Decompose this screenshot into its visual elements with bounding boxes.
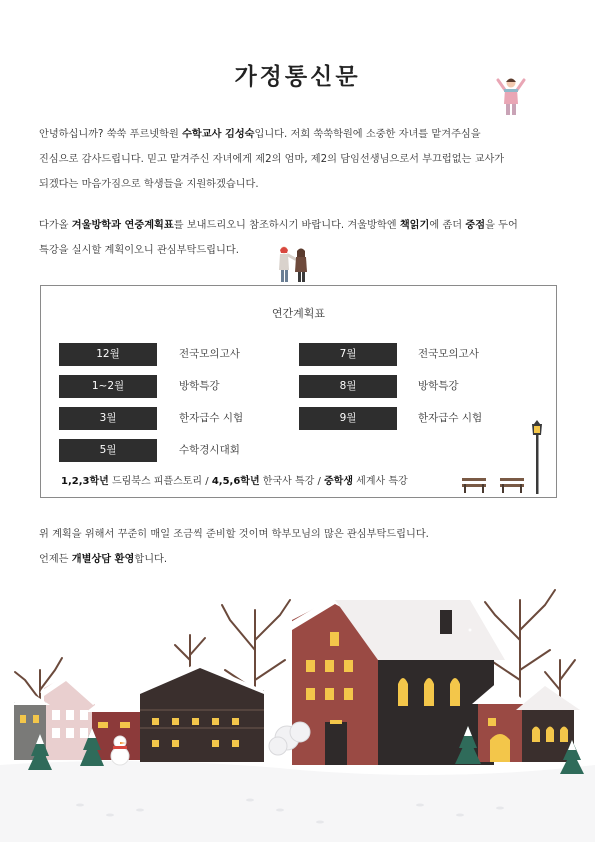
plan-month: 3월 xyxy=(59,407,157,430)
plan-event: 한자급수 시험 xyxy=(418,412,483,424)
intro-text: 안녕하십니까? 쑥쑥 푸르넷학원 xyxy=(39,129,183,140)
plan-note-bold: 4,5,6학년 xyxy=(211,476,260,487)
plan-month: 12월 xyxy=(59,343,157,366)
closing-text: 언제든 xyxy=(39,554,72,565)
plan-month: 1~2월 xyxy=(59,375,157,398)
plan-event: 수학경시대회 xyxy=(179,444,240,456)
plan-event: 전국모의고사 xyxy=(179,348,240,360)
plan-event: 한자급수 시험 xyxy=(179,412,244,424)
plan-event: 방학특강 xyxy=(179,380,220,392)
girl-waving-illustration xyxy=(494,76,528,118)
plan-month: 8월 xyxy=(299,375,397,398)
intro-line-2: 진심으로 감사드립니다. 믿고 맡겨주신 자녀에게 제2의 엄마, 제2의 담임선생님으로서 부끄럽없는 교사가 xyxy=(39,154,505,165)
notice-text: 을 두어 xyxy=(485,220,518,231)
notice-line-2: 특강을 실시할 계획이오니 관심부탁드립니다. xyxy=(39,245,239,256)
page-title: 가정통신문 xyxy=(234,63,361,90)
plan-month: 5월 xyxy=(59,439,157,462)
notice-text: 에 좀더 xyxy=(429,220,466,231)
plan-event: 전국모의고사 xyxy=(418,348,479,360)
plan-month: 7월 xyxy=(299,343,397,366)
plan-note-bold: 중학생 xyxy=(324,476,353,487)
intro-line-3: 되겠다는 마음가짐으로 학생들을 지원하겠습니다. xyxy=(39,179,259,190)
notice-bold: 중점 xyxy=(465,220,486,231)
plan-note-text: 드림북스 피플스토리 / xyxy=(108,476,212,487)
intro-paragraph xyxy=(39,122,559,197)
teacher-name: 수학교사 김성숙 xyxy=(182,129,255,140)
notice-text: 다가올 xyxy=(39,220,72,231)
notice-bold: 과 xyxy=(111,220,125,231)
annual-plan-box xyxy=(40,285,557,498)
closing-bold: 개별상담 환영 xyxy=(71,554,135,565)
notice-bold: 연중계획표 xyxy=(124,220,174,231)
street-lamp-and-benches-illustration xyxy=(454,420,554,496)
notice-bold: 겨울방학 xyxy=(71,220,112,231)
plan-event: 방학특강 xyxy=(418,380,459,392)
couple-illustration xyxy=(271,243,315,285)
notice-bold: 책읽기 xyxy=(399,220,430,231)
winter-village-illustration xyxy=(0,560,595,842)
plan-note-text: 세계사 특강 xyxy=(353,476,408,487)
closing-text: 합니다. xyxy=(134,554,168,565)
plan-note-bold: 1,2,3학년 xyxy=(61,476,109,487)
intro-text: 입니다. 저희 쑥쑥학원에 소중한 자녀를 맡겨주심을 xyxy=(254,129,481,140)
intro-line-1 xyxy=(39,122,559,147)
plan-note-text: 한국사 특강 / xyxy=(259,476,325,487)
plan-note xyxy=(61,472,408,487)
plan-title: 연간계획표 xyxy=(271,307,326,320)
notice-text: 를 보내드리오니 참조하시기 바랍니다. 겨울방학엔 xyxy=(173,220,400,231)
plan-month: 9월 xyxy=(299,407,397,430)
notice-line-1 xyxy=(39,213,559,238)
closing-line-1: 위 계획을 위해서 꾸준히 매일 조금씩 준비할 것이며 학부모님의 많은 관심부탁드립니다. xyxy=(39,529,429,540)
